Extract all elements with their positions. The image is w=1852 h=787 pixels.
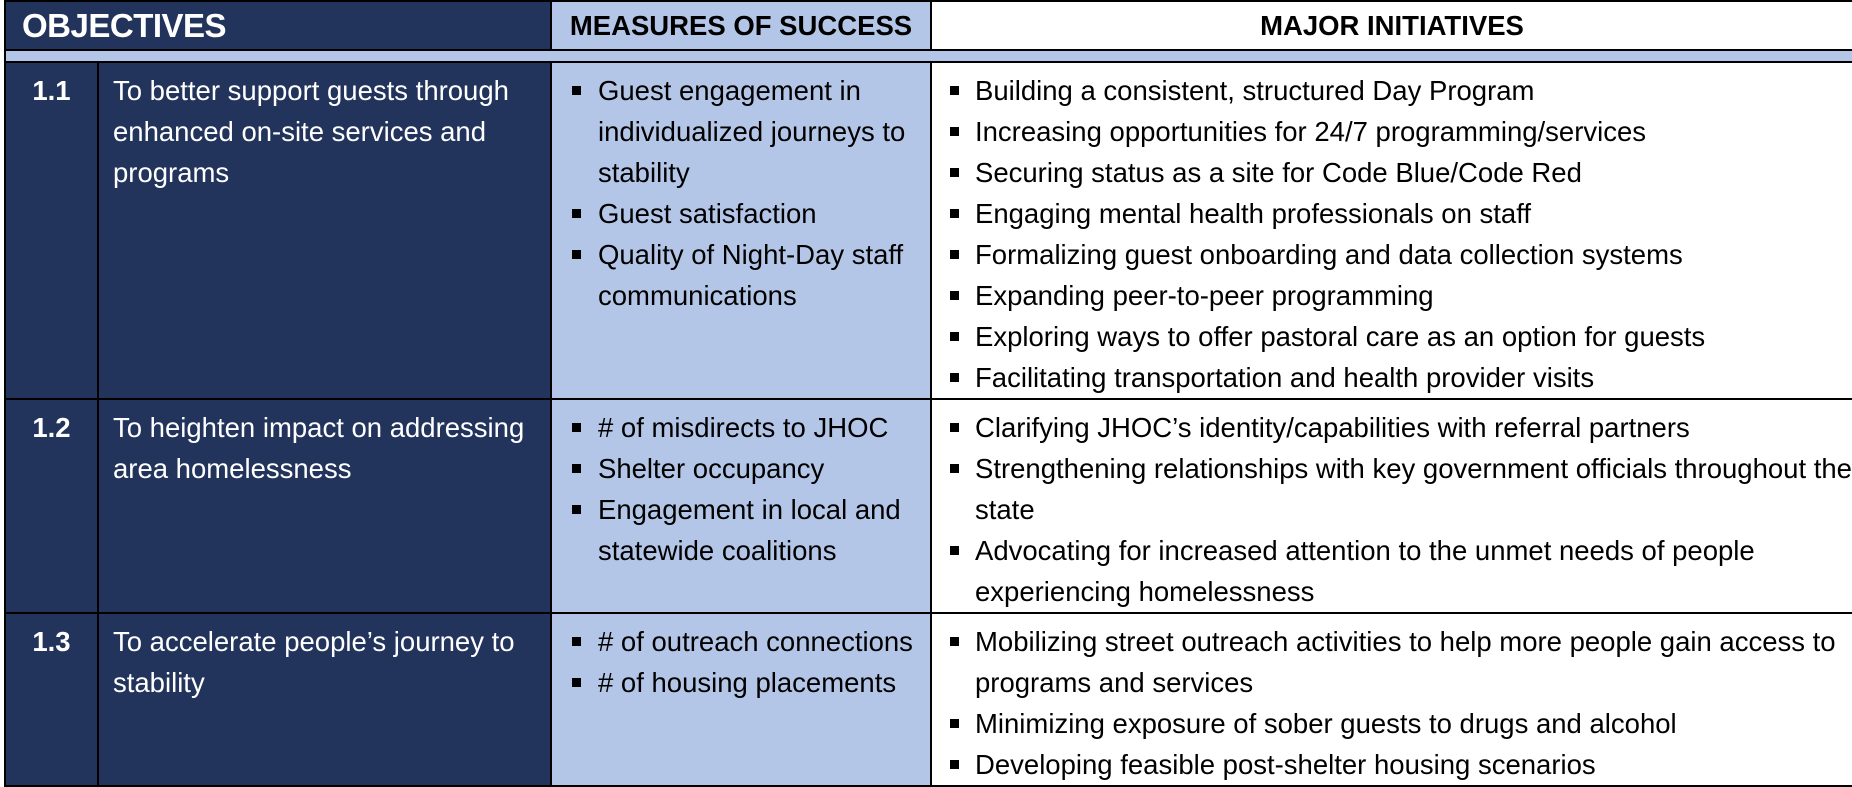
measures-header: MEASURES OF SUCCESS: [551, 1, 931, 50]
list-item: # of housing placements: [552, 662, 930, 703]
list-item: Formalizing guest onboarding and data collection systems: [932, 234, 1852, 275]
list-item: Expanding peer-to-peer programming: [932, 275, 1852, 316]
measures-list: [552, 70, 930, 316]
list-item: Guest engagement in individualized journeys to stability: [552, 70, 930, 193]
measures-list: [552, 621, 930, 703]
list-item: Quality of Night-Day staff communications: [552, 234, 930, 316]
objective-number: 1.3: [5, 613, 98, 786]
header-row: [5, 1, 1852, 50]
list-item: Mobilizing street outreach activities to help more people gain access to programs and services: [932, 621, 1852, 703]
list-item: # of outreach connections: [552, 621, 930, 662]
list-item: Guest satisfaction: [552, 193, 930, 234]
measures-cell: [551, 399, 931, 613]
header-spacer: [5, 50, 1852, 62]
list-item: Securing status as a site for Code Blue/Code Red: [932, 152, 1852, 193]
table-row: [5, 62, 1852, 399]
objective-text: To better support guests through enhanced on-site services and programs: [98, 62, 551, 399]
initiatives-list: [932, 407, 1852, 612]
list-item: Strengthening relationships with key government officials throughout the state: [932, 448, 1852, 530]
objective-number: 1.2: [5, 399, 98, 613]
list-item: Increasing opportunities for 24/7 programming/services: [932, 111, 1852, 152]
objective-number: 1.1: [5, 62, 98, 399]
objectives-table: [4, 0, 1852, 787]
list-item: # of misdirects to JHOC: [552, 407, 930, 448]
list-item: Building a consistent, structured Day Program: [932, 70, 1852, 111]
list-item: Minimizing exposure of sober guests to drugs and alcohol: [932, 703, 1852, 744]
table-row: [5, 613, 1852, 786]
objective-text: To heighten impact on addressing area homelessness: [98, 399, 551, 613]
initiatives-cell: [931, 62, 1852, 399]
objectives-header: OBJECTIVES: [5, 1, 551, 50]
measures-list: [552, 407, 930, 571]
table-row: [5, 399, 1852, 613]
list-item: Exploring ways to offer pastoral care as an option for guests: [932, 316, 1852, 357]
measures-cell: [551, 62, 931, 399]
strategic-plan-table-frame: [4, 0, 1852, 787]
measures-cell: [551, 613, 931, 786]
initiatives-header: MAJOR INITIATIVES: [931, 1, 1852, 50]
header-spacer-row: [5, 50, 1852, 62]
initiatives-list: [932, 621, 1852, 785]
list-item: Developing feasible post-shelter housing scenarios: [932, 744, 1852, 785]
list-item: Engagement in local and statewide coalitions: [552, 489, 930, 571]
list-item: Engaging mental health professionals on staff: [932, 193, 1852, 234]
list-item: Facilitating transportation and health provider visits: [932, 357, 1852, 398]
list-item: Shelter occupancy: [552, 448, 930, 489]
initiatives-cell: [931, 613, 1852, 786]
initiatives-list: [932, 70, 1852, 398]
objective-text: To accelerate people’s journey to stability: [98, 613, 551, 786]
initiatives-cell: [931, 399, 1852, 613]
list-item: Advocating for increased attention to the unmet needs of people experiencing homelessness: [932, 530, 1852, 612]
list-item: Clarifying JHOC’s identity/capabilities with referral partners: [932, 407, 1852, 448]
